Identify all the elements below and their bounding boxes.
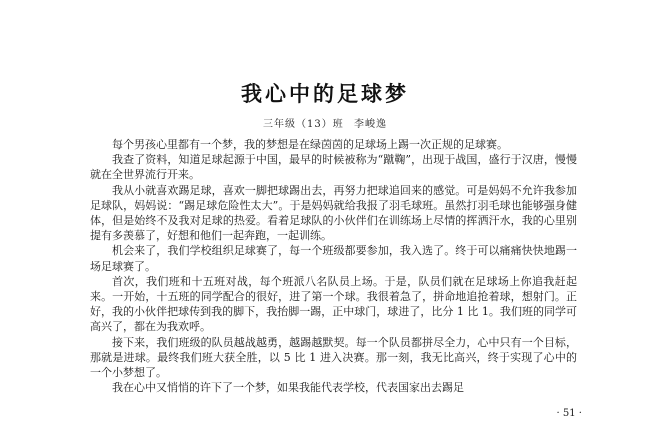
article-body bbox=[90, 137, 577, 395]
author-byline bbox=[0, 115, 650, 130]
paragraph: 我从小就喜欢踢足球，喜欢一脚把球踢出去，再努力把球追回来的感觉。可是妈妈不允许我参加足球队，妈妈说：“踢足球危险性太大”。于是妈妈就给我报了羽毛球班。虽然打羽毛球也能够强身健体，但是始终不及我对足球的热爱。看着足球队的小伙伴们在训练场上尽情的挥洒汗水，我的心里别提有多羡慕了，好想和他们一起奔跑，一起训练。 bbox=[90, 183, 577, 243]
author-class: 三年级（13）班 bbox=[263, 119, 344, 130]
paragraph: 接下来，我们班级的队员越战越勇，越踢越默契。每一个队员都拼尽全力，心中只有一个目标，那就是进球。最终我们班大获全胜，以 5 比 1 进入决赛。那一刻，我无比高兴，终于实现了心中的一个小梦想了。 bbox=[90, 335, 577, 380]
paragraph: 每个男孩心里都有一个梦，我的梦想是在绿茵茵的足球场上踢一次正规的足球赛。 bbox=[112, 138, 508, 151]
author-name: 李峻逸 bbox=[353, 119, 387, 130]
paragraph: 我查了资料，知道足球起源于中国，最早的时候被称为“蹴鞠”，出现于战国，盛行于汉唐，慢慢就在全世界流行开来。 bbox=[90, 153, 577, 182]
article-title: 我心中的足球梦 bbox=[241, 82, 409, 106]
page-number: · 51 · bbox=[556, 408, 582, 419]
paragraph: 我在心中又悄悄的许下了一个梦，如果我能代表学校，代表国家出去踢足 bbox=[112, 381, 464, 395]
paragraph: 首次，我们班和十五班对战，每个班派八名队员上场。于是，队员们就在足球场上你追我赶起来。一开始，十五班的同学配合的很好，进了第一个球。我很着急了，拼命地追抢着球，想射门。正好，我的小伙伴把球传到我的脚下，我抬脚一踢，正中球门，球进了，比分 1 比 1。我们班的同学可高兴了，都在为我欢呼。 bbox=[90, 274, 577, 334]
paragraph: 机会来了，我们学校组织足球赛了，每一个班级都要参加，我入选了。终于可以痛痛快快地踢一场足球赛了。 bbox=[90, 244, 577, 273]
